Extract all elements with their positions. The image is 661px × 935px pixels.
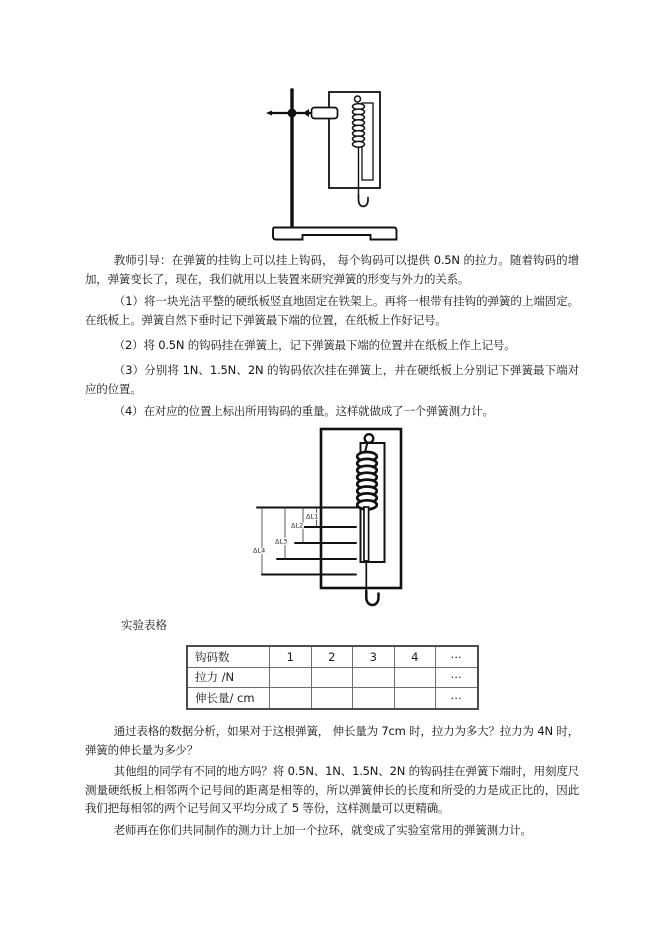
hook-icon	[366, 591, 378, 605]
paragraph-conclusion: 老师再在你们共同制作的测力计上加一个拉环，就变成了实验室常用的弹簧测力计。	[113, 823, 532, 837]
spring-icon	[357, 452, 377, 509]
stand-apparatus-diagram	[255, 80, 445, 250]
value-cell	[394, 688, 436, 709]
experiment-table-label: 实验表格	[121, 618, 167, 632]
value-cell	[353, 667, 395, 688]
value-cell	[353, 688, 395, 709]
value-cell	[270, 667, 312, 688]
delta-l2-label: ΔL2	[291, 521, 304, 530]
spring-icon	[353, 104, 365, 148]
delta-l1-label: ΔL1	[306, 512, 319, 521]
clamp-bolt-tip	[266, 111, 272, 116]
value-cell: ⋯	[436, 667, 478, 688]
value-cell	[394, 667, 436, 688]
value-cell: ⋯	[436, 646, 478, 667]
row-header-cell: 伸长量/ cm	[187, 688, 270, 709]
table-row	[187, 688, 478, 709]
paragraph-step-3: （3）分别将 1N、1.5N、2N 的钩码依次挂在弹簧上，并在硬纸板上分别记下弹簧最下端对应的位置。	[85, 363, 579, 396]
value-cell	[311, 667, 353, 688]
paragraph-step-1: （1）将一块光洁平整的硬纸板竖直地固定在铁架上。再将一根带有挂钩的弹簧的上端固定。在纸板上。弹簧自然下垂时记下弹簧最下端的位置，在纸板上作好记号。	[85, 294, 579, 327]
stand-base	[273, 228, 397, 240]
ring-icon	[365, 434, 374, 443]
value-cell: 4	[394, 646, 436, 667]
value-cell: ⋯	[436, 688, 478, 709]
value-cell: 1	[270, 646, 312, 667]
clamp-knob	[288, 109, 297, 118]
spring-extension-diagram	[245, 424, 410, 616]
experiment-table	[186, 645, 479, 710]
value-cell	[311, 688, 353, 709]
clamp-jaw	[312, 108, 338, 119]
paragraph-step-2: （2）将 0.5N 的钩码挂在弹簧上，记下弹簧最下端的位置并在纸板上作上记号。	[113, 338, 516, 352]
spring-wire	[364, 507, 369, 561]
ring-icon	[355, 96, 361, 102]
clamp-wingnut	[303, 109, 309, 117]
paragraph-analysis-question: 通过表格的数据分析，如果对于这根弹簧， 伸长量为 7cm 时，拉力为多大？拉力为 4N 时，弹簧的伸长量为多少？	[85, 724, 579, 757]
value-cell: 2	[311, 646, 353, 667]
delta-l4-label: ΔL4	[253, 546, 266, 555]
paragraph-step-4: （4）在对应的位置上标出所用钩码的重量。这样就做成了一个弹簧测力计。	[113, 404, 494, 418]
value-cell: 3	[353, 646, 395, 667]
hook-icon	[359, 195, 369, 206]
table-row	[187, 667, 478, 688]
table-row	[187, 646, 478, 667]
row-header-cell: 拉力 /N	[187, 667, 270, 688]
row-header-cell: 钩码数	[187, 646, 270, 667]
paragraph-teacher-guide: 教师引导：在弹簧的挂钩上可以挂上钩码， 每个钩码可以提供 0.5N 的拉力。随着钩码的增加，弹簧变长了，现在，我们就用以上装置来研究弹簧的形变与外力的关系。	[85, 253, 579, 286]
delta-l3-label: ΔL3	[275, 537, 288, 546]
paragraph-discussion: 其他组的同学有不同的地方吗？将 0.5N、1N、1.5N、2N 的钩码挂在弹簧下端时，用刻度尺测量硬纸板上相邻两个记号间的距离是相等的，所以弹簧伸长的长度和所受的力是成正比的，因此我们把每相邻的两个记号间又平均分成了 5 等份，这样测量可以更精确。	[85, 764, 579, 816]
rod-top-cap	[290, 88, 294, 92]
value-cell	[270, 688, 312, 709]
